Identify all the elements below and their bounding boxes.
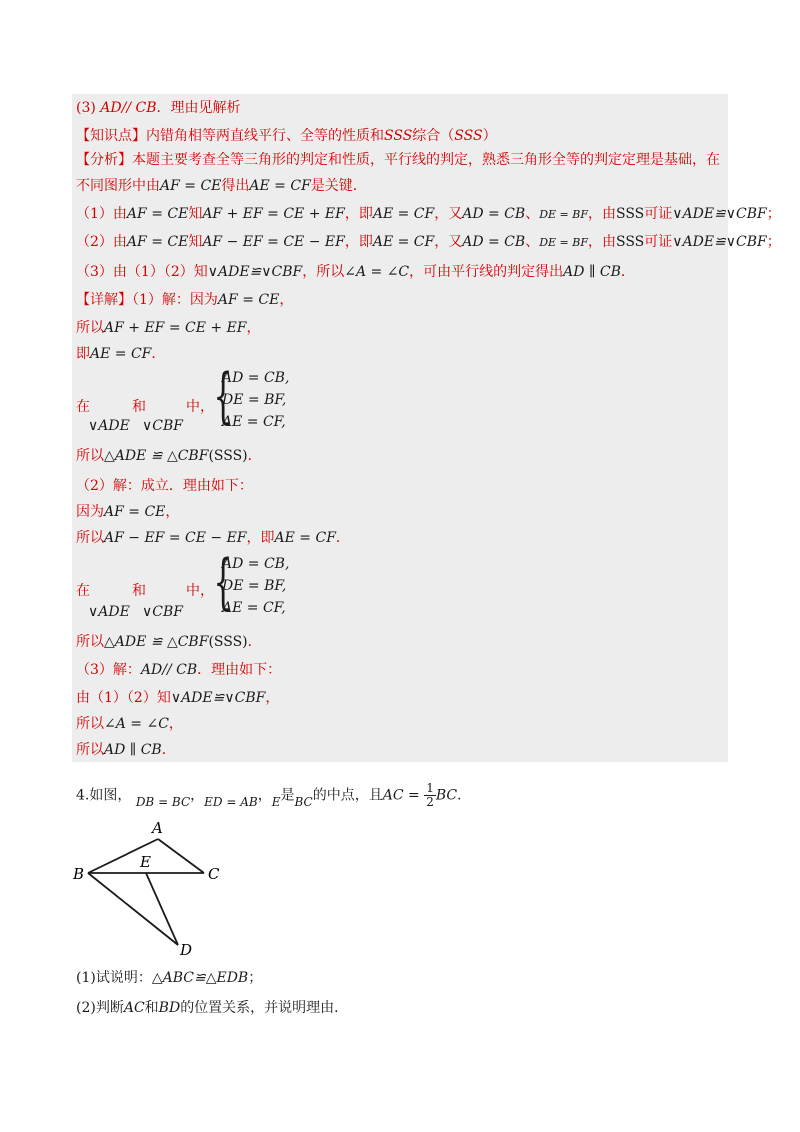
text: 不同图形中由 bbox=[76, 178, 160, 194]
text: 和 bbox=[132, 583, 146, 599]
math-expr: AD// CB bbox=[100, 100, 157, 116]
text: ，可由平行线的判定得出 bbox=[409, 264, 564, 280]
detail-line2 bbox=[76, 318, 261, 338]
triangle-label: ∨ADE bbox=[88, 418, 130, 434]
question-1 bbox=[76, 968, 262, 988]
triangle-label: ∨CBF bbox=[142, 418, 183, 434]
math-expr: AF = CE bbox=[126, 206, 189, 222]
math-expr: ∨ADE≌∨CBF bbox=[672, 206, 767, 222]
analysis-text: 本题主要考查全等三角形的判定和性质，平行线的判定，熟悉三角形全等的判定定理是基础，在 bbox=[132, 152, 720, 168]
part3-line1 bbox=[76, 660, 281, 680]
analysis-tag: 【分析】 bbox=[76, 152, 132, 168]
sss-label: SSS bbox=[615, 206, 645, 222]
segment-ED bbox=[146, 873, 178, 945]
detail-conclusion2 bbox=[76, 632, 262, 652]
text: 和 bbox=[132, 399, 146, 415]
text: ． bbox=[620, 264, 635, 280]
math-expr: AD = CB bbox=[462, 234, 526, 250]
math-expr: AF = CE bbox=[217, 292, 280, 308]
math-expr: AF − EF = CE − EF bbox=[202, 234, 345, 250]
problem-number: 4.如图， bbox=[76, 787, 132, 804]
analysis-line1 bbox=[76, 150, 720, 170]
math-expr: BC bbox=[435, 787, 458, 804]
math-expr: DE = BF bbox=[539, 208, 588, 221]
math-expr: AC = bbox=[382, 787, 420, 804]
text: 是关键． bbox=[310, 178, 367, 194]
segment-BD bbox=[88, 873, 178, 945]
text: ，由 bbox=[587, 206, 616, 222]
text: 知 bbox=[188, 234, 203, 250]
text: 所以 bbox=[76, 716, 104, 732]
detail-tag: 【详解】 bbox=[76, 292, 132, 308]
text: （2）由 bbox=[76, 234, 127, 250]
detail-conclusion1 bbox=[76, 446, 262, 466]
part2-head bbox=[76, 476, 253, 496]
math-expr: ∨ADE≌∨CBF bbox=[170, 690, 266, 706]
math-expr: AD// CB bbox=[140, 662, 198, 678]
math-expr: AE = CF bbox=[249, 178, 311, 194]
sss-label: SSS bbox=[615, 234, 645, 250]
knowledge-text2: 综合（ bbox=[412, 128, 455, 144]
denominator: 2 bbox=[426, 795, 434, 809]
math-expr: AF − EF = CE − EF bbox=[104, 530, 247, 546]
analysis-step2 bbox=[76, 232, 781, 253]
knowledge-line bbox=[76, 126, 497, 146]
math-expr: ∨ADE≌∨CBF bbox=[672, 234, 767, 250]
equation: DE = BF, bbox=[222, 392, 287, 408]
text: （1）由 bbox=[76, 206, 127, 222]
equation: DE = BF, bbox=[222, 578, 287, 594]
sss-label: (SSS) bbox=[208, 448, 248, 464]
text: 可证 bbox=[644, 206, 673, 222]
text: ，即 bbox=[344, 206, 373, 222]
math-expr: AD ∥ CB bbox=[104, 742, 162, 758]
text: 由（1）（2）知 bbox=[76, 690, 171, 706]
text: 中， bbox=[186, 583, 214, 599]
text: ，又 bbox=[434, 234, 463, 250]
analysis-line2 bbox=[76, 176, 367, 196]
detail-line3 bbox=[76, 344, 165, 364]
part2-line1 bbox=[76, 502, 179, 522]
text: ，又 bbox=[434, 206, 463, 222]
text: ，所以 bbox=[302, 264, 345, 280]
text: 是 bbox=[280, 787, 295, 804]
sss-label: (SSS) bbox=[208, 634, 248, 650]
text: （3）由（1）（2）知 bbox=[76, 264, 208, 280]
analysis-step1 bbox=[76, 204, 781, 225]
math-expr: ∠A = ∠C bbox=[104, 716, 169, 732]
text: ． bbox=[161, 742, 176, 758]
text: 所以 bbox=[76, 320, 104, 336]
text: 可证 bbox=[644, 234, 673, 250]
question-2 bbox=[76, 998, 348, 1018]
analysis-step3 bbox=[76, 262, 635, 282]
text: ． bbox=[151, 346, 166, 362]
part3-line4 bbox=[76, 740, 176, 760]
text: ， bbox=[165, 504, 180, 520]
text: ； bbox=[766, 206, 781, 222]
text: ； bbox=[766, 234, 781, 250]
equation: AD = CB, bbox=[222, 370, 290, 386]
text: (1)试说明： bbox=[76, 970, 152, 986]
text: ，即 bbox=[344, 234, 373, 250]
text: 、 bbox=[525, 234, 540, 250]
math-expr: AE = CF bbox=[274, 530, 336, 546]
text: ．理由如下： bbox=[197, 662, 282, 678]
math-expr: ∠A = ∠C bbox=[344, 264, 410, 280]
text: ； bbox=[248, 970, 263, 986]
triangle-label: ∨ADE bbox=[88, 604, 130, 620]
label-A: A bbox=[152, 819, 163, 837]
text: 在 bbox=[76, 399, 90, 415]
knowledge-text: 内错角相等两直线平行、全等的性质和 bbox=[146, 128, 384, 144]
equation: AE = CF, bbox=[222, 600, 286, 616]
math-expr: AD = CB bbox=[462, 206, 526, 222]
math-expr: AF = CE bbox=[104, 504, 166, 520]
brace: { bbox=[213, 547, 233, 617]
label-B: B bbox=[73, 865, 85, 883]
numerator: 1 bbox=[426, 781, 434, 795]
part2-line2 bbox=[76, 528, 350, 548]
math-expr: AF + EF = CE + EF bbox=[202, 206, 345, 222]
part3-line3 bbox=[76, 714, 183, 734]
math-expr: △ADE ≌ △CBF bbox=[104, 448, 209, 464]
text: ，由 bbox=[587, 234, 616, 250]
text: （3）解： bbox=[76, 662, 141, 678]
math-expr: △ABC≌△EDB bbox=[151, 970, 249, 986]
math-expr: AD ∥ CB bbox=[563, 264, 621, 280]
detail-line1 bbox=[76, 290, 293, 310]
math-expr: E bbox=[271, 794, 281, 809]
geometry-figure bbox=[60, 815, 240, 960]
knowledge-text3: ） bbox=[482, 128, 497, 144]
text: 在 bbox=[76, 583, 90, 599]
text: ， bbox=[265, 690, 280, 706]
text: ， bbox=[279, 292, 294, 308]
text: 得出 bbox=[221, 178, 250, 194]
text: ， bbox=[257, 787, 272, 804]
part3-text: ．理由见解析 bbox=[156, 100, 241, 116]
label-E: E bbox=[140, 853, 151, 871]
part-number: (3) bbox=[76, 100, 96, 116]
part3-head bbox=[76, 98, 241, 118]
math-expr: AE = CF bbox=[372, 206, 435, 222]
sss-label: SSS bbox=[454, 128, 483, 144]
equation: AE = CF, bbox=[222, 414, 286, 430]
segment-AC bbox=[158, 839, 204, 873]
problem4-statement bbox=[76, 782, 471, 809]
part3-line2 bbox=[76, 688, 279, 708]
text: ． bbox=[247, 448, 262, 464]
math-expr: AF = CE bbox=[160, 178, 222, 194]
text: ， bbox=[246, 320, 261, 336]
text: ， bbox=[190, 787, 205, 804]
text: 中， bbox=[186, 399, 214, 415]
text: 、 bbox=[525, 206, 540, 222]
text: （1）解：因为 bbox=[132, 292, 218, 308]
text: ， bbox=[168, 716, 183, 732]
equation: AD = CB, bbox=[222, 556, 290, 572]
text: 的位置关系，并说明理由． bbox=[180, 1000, 349, 1016]
math-expr: ∨ADE≌∨CBF bbox=[207, 264, 303, 280]
math-expr: AE = CF bbox=[372, 234, 435, 250]
math-expr: DE = BF bbox=[539, 236, 588, 249]
sss-label: SSS bbox=[384, 128, 413, 144]
math-expr: AF + EF = CE + EF bbox=[104, 320, 247, 336]
text: 所以 bbox=[76, 742, 104, 758]
math-expr: BC bbox=[294, 794, 313, 809]
triangle-label: ∨CBF bbox=[142, 604, 183, 620]
label-C: C bbox=[208, 865, 220, 883]
text: 所以 bbox=[76, 448, 104, 464]
text: （2）解：成立．理由如下： bbox=[76, 478, 253, 494]
math-expr: BD bbox=[158, 1000, 181, 1016]
math-expr: DB = BC bbox=[135, 794, 191, 809]
label-D: D bbox=[180, 941, 193, 959]
text: ． bbox=[335, 530, 350, 546]
text: 所以 bbox=[76, 530, 104, 546]
text: (2)判断 bbox=[76, 1000, 124, 1016]
text: 即 bbox=[76, 346, 90, 362]
text: ，即 bbox=[246, 530, 275, 546]
text: 因为 bbox=[76, 504, 104, 520]
text: 和 bbox=[144, 1000, 159, 1016]
knowledge-tag: 【知识点】 bbox=[76, 128, 146, 144]
fraction-half bbox=[424, 782, 436, 809]
math-expr: ED = AB bbox=[204, 794, 258, 809]
text: 知 bbox=[188, 206, 203, 222]
text: ． bbox=[247, 634, 262, 650]
math-expr: AE = CF bbox=[90, 346, 152, 362]
math-expr: △ADE ≌ △CBF bbox=[104, 634, 209, 650]
text: 所以 bbox=[76, 634, 104, 650]
math-expr: AF = CE bbox=[126, 234, 189, 250]
text: 的中点，且 bbox=[312, 787, 383, 804]
text: ． bbox=[457, 787, 472, 804]
math-expr: AC bbox=[123, 1000, 145, 1016]
brace: { bbox=[213, 361, 233, 431]
